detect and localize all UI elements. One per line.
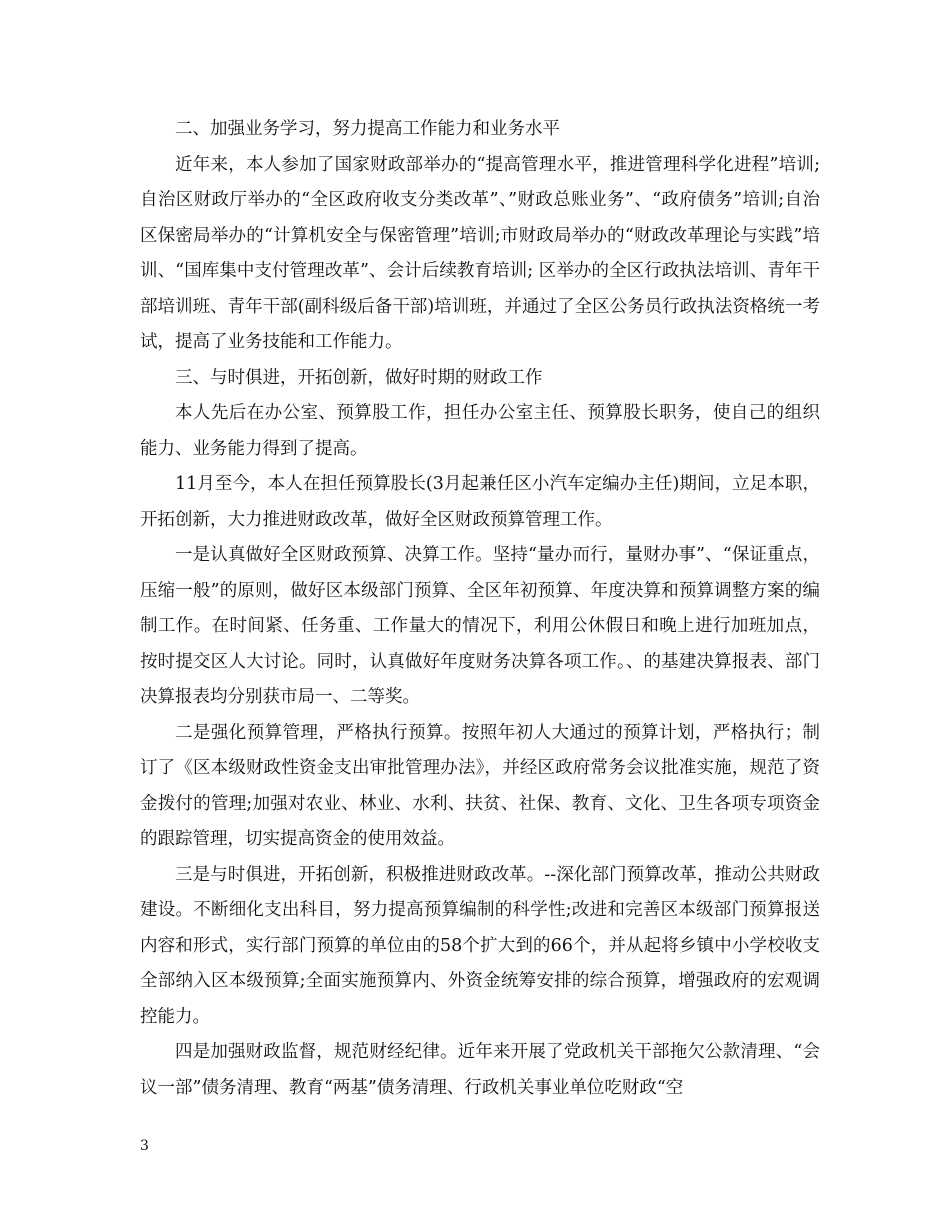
section-heading: 二、加强业务学习，努力提高工作能力和业务水平 — [175, 119, 560, 139]
body-paragraph: 11月至今，本人在担任预算股长(3月起兼任区小汽车定编办主任)期间，立足本职，开拓创新，大力推进财政改革，做好全区财政预算管理工作。 — [140, 474, 820, 530]
body-paragraph: 一是认真做好全区财政预算、决算工作。坚持“量办而行，量财办事”、“保证重点，压缩一般”的原则，做好区本级部门预算、全区年初预算、年度决算和预算调整方案的编制工作。在时间紧、任务重、工作量大的情况下，利用公休假日和晚上进行加班加点，按时提交区人大讨论。同时，认真做好年度财务决算各项工作。、的基建决算报表、部门决算报表均分别获市局一、二等奖。 — [140, 545, 820, 707]
body-paragraph: 本人先后在办公室、预算股工作，担任办公室主任、预算股长职务，使自己的组织能力、业务能力得到了提高。 — [140, 403, 820, 459]
body-paragraph: 二是强化预算管理，严格执行预算。按照年初人大通过的预算计划，严格执行；制订了《区本级财政性资金支出审批管理办法》，并经区政府常务会议批准实施，规范了资金拨付的管理;加强对农业、林业、水利、扶贫、社保、教育、文化、卫生各项专项资金的跟踪管理，切实提高资金的使用效益。 — [140, 722, 820, 849]
body-paragraph: 四是加强财政监督，规范财经纪律。近年来开展了党政机关干部拖欠公款清理、“会议一部”债务清理、教育“两基”债务清理、行政机关事业单位吃财政“空 — [140, 1042, 820, 1098]
section-heading: 三、与时俱进，开拓创新，做好时期的财政工作 — [175, 367, 543, 388]
body-paragraph: 三是与时俱进，开拓创新，积极推进财政改革。--深化部门预算改革，推动公共财政建设。不断细化支出科目，努力提高预算编制的科学性;改进和完善区本级部门预算报送内容和形式，实行部门预算的单位由的58个扩大到的66个，并从起将乡镇中小学校收支全部纳入区本级预算;全面实施预算内、外资金统筹安排的综合预算，增强政府的宏观调控能力。 — [140, 864, 820, 1027]
body-paragraph: 近年来，本人参加了国家财政部举办的“提高管理水平，推进管理科学化进程”培训;自治区财政厅举办的“全区政府收支分类改革”、”财政总账业务”、“政府债务”培训;自治区保密局举办的“计算机安全与保密管理”培训;市财政局举办的“财政改革理论与实践”培训、“国库集中支付管理改革”、会计后续教育培训; 区举办的全区行政执法培训、青年干部培训班、青年干部(副科级后备干部)培训班，并通过了全区公务员行政执法资格统一考试，提高了业务技能和工作能力。 — [140, 154, 820, 352]
page-number: 3 — [140, 1138, 149, 1154]
document-body — [140, 112, 820, 1106]
